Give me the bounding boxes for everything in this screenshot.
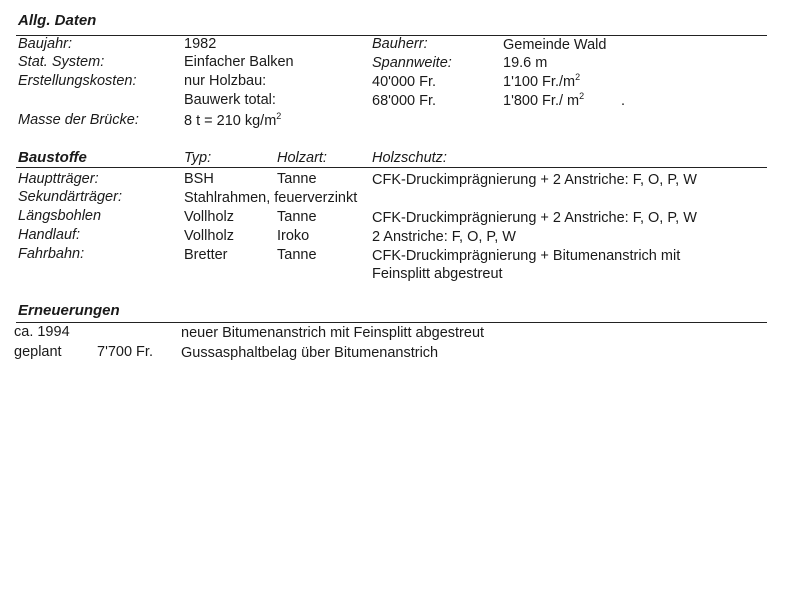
system-label: Stat. System: bbox=[18, 54, 105, 70]
kosten-label: Erstellungskosten: bbox=[18, 73, 137, 89]
total-unit-value: 1'800 Fr./ $m^2$ bbox=[503, 91, 585, 109]
section-heading-erneuerungen: Erneuerungen bbox=[18, 302, 120, 319]
material-typ: Vollholz bbox=[184, 209, 234, 225]
renewal-text: neuer Bitumenanstrich mit Feinsplitt abgestreut bbox=[181, 325, 485, 341]
total-value: 68'000 Fr. bbox=[372, 93, 437, 109]
material-holzschutz-continued: Feinsplitt abgestreut bbox=[372, 266, 503, 282]
stray-dot: . bbox=[621, 93, 626, 109]
col-typ-header: Typ: bbox=[184, 150, 212, 166]
masse-label: Masse der Brücke: bbox=[18, 112, 139, 128]
material-label: Sekundärträger: bbox=[18, 189, 122, 205]
material-typ: BSH bbox=[184, 171, 214, 187]
holzbau-unit-value: 1'100 $Fr./m^2$ bbox=[503, 72, 581, 90]
col-holzschutz-header: Holzschutz: bbox=[372, 150, 447, 166]
renewal-cost: 7'700 Fr. bbox=[97, 344, 153, 360]
masse-value: 8 t = 210 $kg/m^2$ bbox=[184, 111, 282, 129]
section-rule bbox=[16, 167, 767, 168]
bauherr-label: Bauherr: bbox=[372, 36, 428, 52]
baujahr-label: Baujahr: bbox=[18, 36, 73, 52]
renewal-when: geplant bbox=[14, 344, 62, 360]
exponent: 2 bbox=[575, 72, 581, 82]
col-holzart-header: Holzart: bbox=[277, 150, 327, 166]
bauherr-value: Gemeinde Wald bbox=[503, 37, 607, 53]
material-holzschutz: CFK-Druckimprägnierung + Bitumenanstrich mit bbox=[372, 248, 681, 264]
material-holzschutz: CFK-Druckimprägnierung + 2 Anstriche: F, O, P, W bbox=[372, 210, 697, 226]
renewal-text: Gussasphaltbelag über Bitumenanstrich bbox=[181, 345, 439, 361]
material-holzschutz: CFK-Druckimprägnierung + 2 Anstriche: F, O, P, W bbox=[372, 172, 697, 188]
material-label: Hauptträger: bbox=[18, 171, 99, 187]
material-typ: Stahlrahmen, feuerverzinkt bbox=[184, 190, 358, 206]
material-label: Handlauf: bbox=[18, 227, 81, 243]
material-holzart: Iroko bbox=[277, 228, 310, 244]
spannweite-value: 19.6 m bbox=[503, 55, 548, 71]
baujahr-value: 1982 bbox=[184, 36, 217, 52]
material-typ: Vollholz bbox=[184, 228, 234, 244]
material-label: Längsbohlen bbox=[18, 208, 102, 224]
material-label: Fahrbahn: bbox=[18, 246, 85, 262]
section-heading-allg-daten: Allg. Daten bbox=[18, 12, 97, 29]
material-holzart: Tanne bbox=[277, 209, 317, 225]
renewal-when: ca. 1994 bbox=[14, 324, 70, 340]
total-label: Bauwerk total: bbox=[184, 92, 276, 108]
section-rule bbox=[16, 322, 767, 323]
holzbau-value: 40'000 Fr. bbox=[372, 74, 437, 90]
holzbau-label: nur Holzbau: bbox=[184, 73, 267, 89]
section-heading-baustoffe: Baustoffe bbox=[18, 149, 87, 166]
system-value: Einfacher Balken bbox=[184, 54, 294, 70]
exponent: 2 bbox=[276, 111, 282, 121]
material-holzart: Tanne bbox=[277, 171, 317, 187]
material-typ: Bretter bbox=[184, 247, 228, 263]
material-holzart: Tanne bbox=[277, 247, 317, 263]
material-holzschutz: 2 Anstriche: F, O, P, W bbox=[372, 229, 516, 245]
exponent: 2 bbox=[579, 91, 585, 101]
spannweite-label: Spannweite: bbox=[372, 55, 452, 71]
